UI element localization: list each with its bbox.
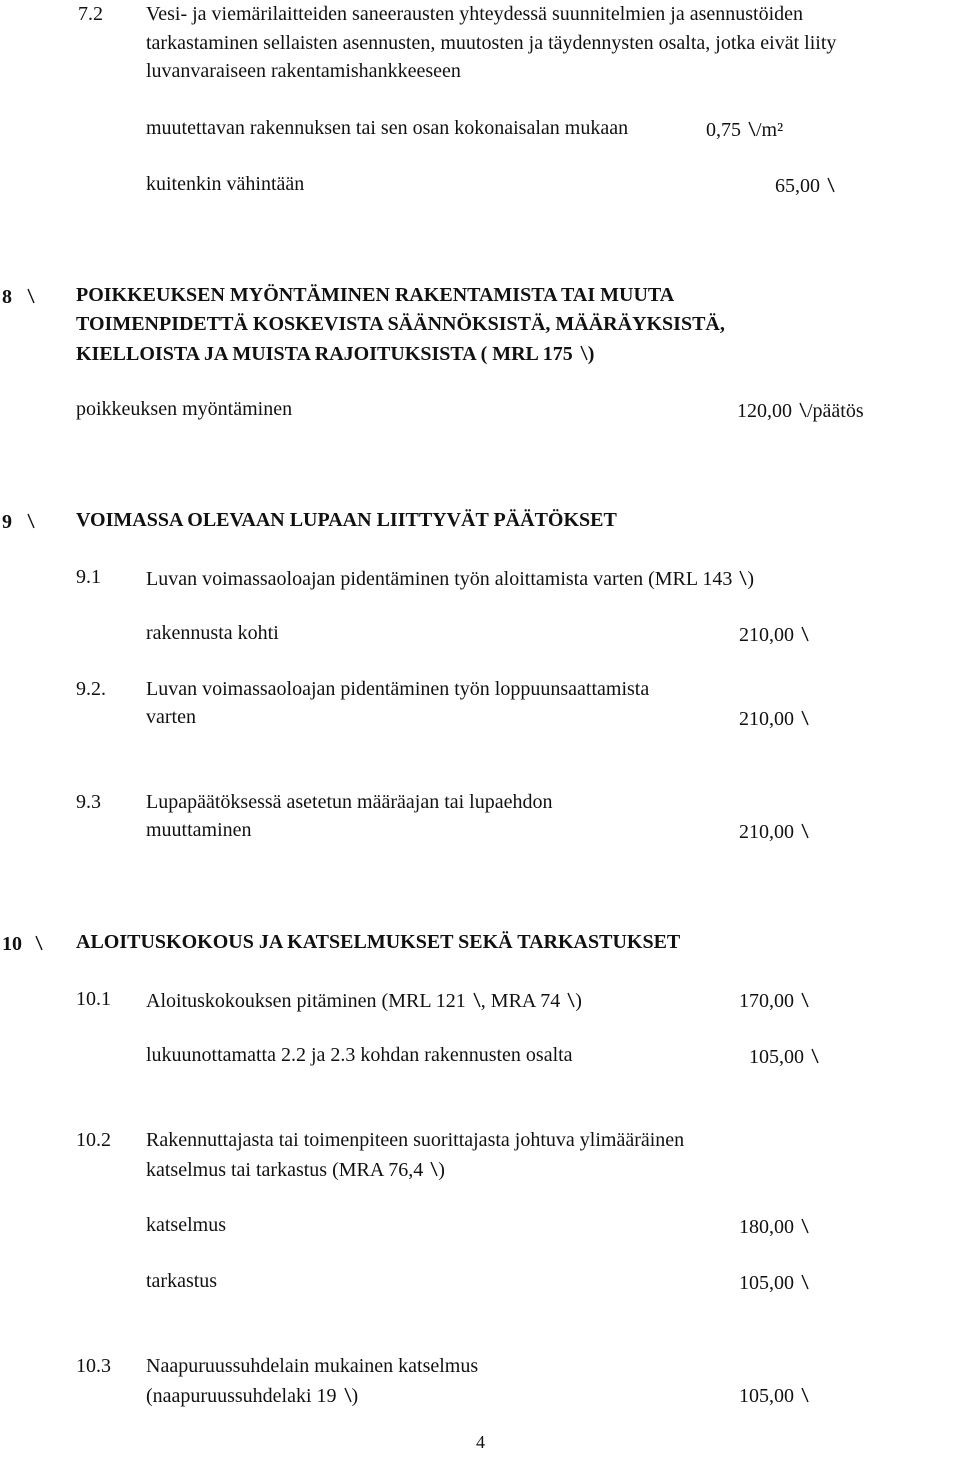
item-10-2-row2-label: tarkastus (146, 1270, 218, 1292)
item-9-1-row-label: rakennusta kohti (146, 622, 279, 644)
item-10-1-text: Aloituskokouksen pitäminen (MRL 121 , MRA 74 ) (146, 990, 582, 1012)
item-9-3-text-line1: Lupapäätöksessä asetetun määräajan tai lupaehdon (146, 791, 553, 813)
item-10-3-number: 10.3 (76, 1355, 111, 1377)
fee-row-area-price: 0,75 /m² (706, 119, 784, 141)
section-sign-glyph-icon (429, 1159, 438, 1179)
section-sign-glyph-icon (26, 286, 35, 306)
item-10-2-number: 10.2 (76, 1129, 111, 1151)
section-8-title-line1: POIKKEUKSEN MYÖNTÄMINEN RAKENTAMISTA TAI MUUTA (76, 284, 675, 306)
section-sign-glyph-icon (566, 990, 575, 1010)
item-10-2-row2-price: 105,00 (739, 1269, 809, 1295)
item-10-3-text-line2: (naapuruussuhdelaki 19 ) (146, 1385, 359, 1407)
section-10-number: 10 (2, 930, 43, 956)
section-9-number: 9 (2, 508, 35, 534)
item-9-2-price: 210,00 (739, 705, 809, 731)
section-sign-glyph-icon (34, 933, 43, 953)
item-9-2-number: 9.2. (76, 678, 106, 700)
section-7-2-title-line3: luvanvaraiseen rakentamishankkeeseen (146, 60, 461, 82)
section-7-2-title-line1: Vesi- ja viemärilaitteiden saneerausten yhteydessä suunnitelmien ja asennustöiden (146, 3, 804, 25)
item-10-2-row1-label: katselmus (146, 1214, 226, 1236)
item-10-1-sub-label: lukuunottamatta 2.2 ja 2.3 kohdan rakennusten osalta (146, 1044, 573, 1066)
euro-glyph-icon (800, 1385, 809, 1405)
item-9-2-text-line2: varten (146, 706, 196, 728)
fee-row-area-label: muutettavan rakennuksen tai sen osan kokonaisalan mukaan (146, 117, 629, 139)
item-9-1-text: Luvan voimassaoloajan pidentäminen työn aloittamista varten (MRL 143 ) (146, 568, 755, 590)
section-8-title-line2: TOIMENPIDETTÄ KOSKEVISTA SÄÄNNÖKSISTÄ, MÄÄRÄYKSISTÄ, (76, 313, 725, 335)
item-9-3-text-line2: muuttaminen (146, 819, 252, 841)
euro-glyph-icon (800, 990, 809, 1010)
item-10-1-sub-price: 105,00 (749, 1043, 819, 1069)
section-sign-glyph-icon (579, 343, 588, 363)
euro-glyph-icon (800, 1216, 809, 1236)
fee-row-exception-label: poikkeuksen myöntäminen (76, 398, 293, 420)
item-10-2-text-line1: Rakennuttajasta tai toimenpiteen suorittajasta johtuva ylimääräinen (146, 1129, 685, 1151)
section-sign-glyph-icon (738, 568, 747, 588)
item-10-1-number: 10.1 (76, 988, 111, 1010)
section-sign-glyph-icon (472, 990, 481, 1010)
section-sign-glyph-icon (26, 511, 35, 531)
section-8-number: 8 (2, 283, 35, 309)
section-7-2-number: 7.2 (78, 3, 103, 25)
section-10-title: ALOITUSKOKOUS JA KATSELMUKSET SEKÄ TARKASTUKSET (76, 931, 681, 953)
fee-row-minimum-label: kuitenkin vähintään (146, 173, 305, 195)
section-7-2-title-line2: tarkastaminen sellaisten asennusten, muutosten ja täydennysten osalta, jotka eivät liity (146, 32, 837, 54)
euro-glyph-icon (747, 119, 756, 139)
euro-glyph-icon (798, 400, 807, 420)
page-number: 4 (476, 1432, 485, 1452)
item-10-3-price: 105,00 (739, 1382, 809, 1408)
item-10-2-row1-price: 180,00 (739, 1213, 809, 1239)
item-10-3-text-line1: Naapuruussuhdelain mukainen katselmus (146, 1355, 479, 1377)
section-8-title-line3: KIELLOISTA JA MUISTA RAJOITUKSISTA ( MRL 175 ) (76, 343, 595, 365)
euro-glyph-icon (826, 175, 835, 195)
item-9-3-number: 9.3 (76, 791, 101, 813)
euro-glyph-icon (800, 708, 809, 728)
item-10-1-price: 170,00 (739, 987, 809, 1013)
fee-row-minimum-price: 65,00 (775, 172, 835, 198)
item-9-2-text-line1: Luvan voimassaoloajan pidentäminen työn loppuunsaattamista (146, 678, 650, 700)
fee-row-exception-price: 120,00 /päätös (737, 400, 864, 422)
section-9-title: VOIMASSA OLEVAAN LUPAAN LIITTYVÄT PÄÄTÖKSET (76, 509, 617, 531)
euro-glyph-icon (800, 821, 809, 841)
item-10-2-text-line2: katselmus tai tarkastus (MRA 76,4 ) (146, 1159, 445, 1181)
item-9-1-price: 210,00 (739, 621, 809, 647)
item-9-3-price: 210,00 (739, 818, 809, 844)
section-sign-glyph-icon (343, 1385, 352, 1405)
euro-glyph-icon (800, 624, 809, 644)
euro-glyph-icon (810, 1046, 819, 1066)
item-9-1-number: 9.1 (76, 566, 101, 588)
euro-glyph-icon (800, 1272, 809, 1292)
